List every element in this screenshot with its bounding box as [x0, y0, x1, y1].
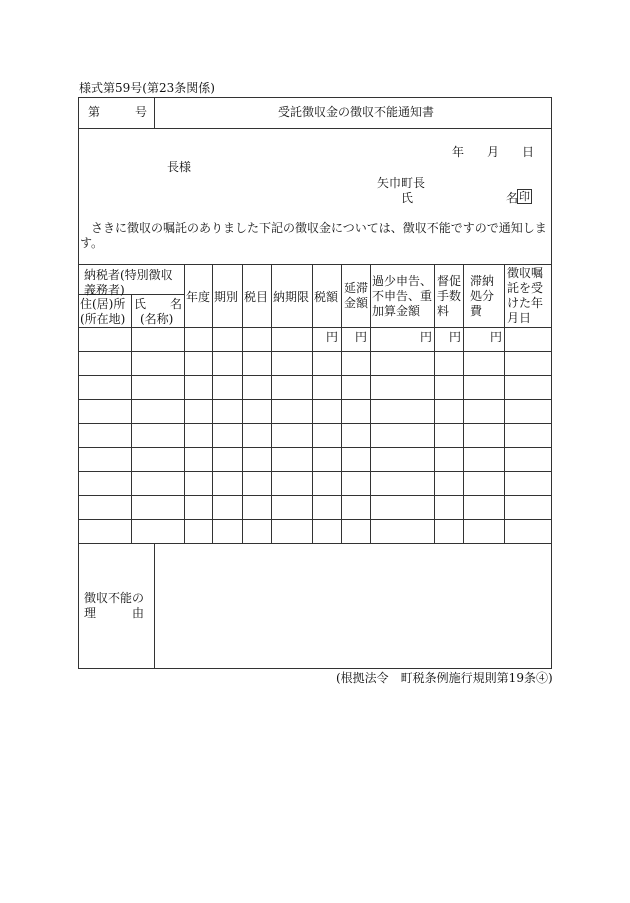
column-divider: [131, 294, 132, 543]
table-bottom-border: [78, 543, 552, 544]
column-divider: [312, 264, 313, 543]
legal-basis-note: (根拠法令 町税条例施行規則第19条④): [336, 671, 553, 685]
header-kasho-line: 不申告、重: [372, 289, 433, 303]
header-shokutaku-line: 月日: [507, 311, 532, 325]
divider: [78, 128, 552, 129]
header-name-line: 氏 名: [134, 297, 183, 311]
header-zeigaku: 税額: [314, 290, 339, 304]
header-taxpayer-line: 義務者): [84, 283, 125, 297]
divider: [154, 97, 155, 128]
header-shokutaku-line: 託を受: [507, 281, 544, 295]
sender-mei: 名: [506, 191, 519, 205]
column-divider: [504, 264, 505, 543]
yen-unit: 円: [449, 330, 462, 344]
header-shokutaku: [507, 266, 543, 326]
header-entai: [344, 281, 368, 311]
yen-unit: 円: [326, 330, 339, 344]
number-label-dai: 第: [88, 105, 101, 119]
header-entai-line: 延滞: [344, 281, 369, 295]
table-header-bottom: [78, 327, 552, 328]
header-address-line: (所在地): [80, 312, 126, 326]
header-address: [80, 297, 125, 327]
date-year: 年: [452, 145, 465, 159]
header-tokusoku-line: 督促: [437, 274, 462, 288]
table-row-line: [78, 351, 552, 352]
header-name-line: (名称): [140, 312, 174, 326]
column-divider: [341, 264, 342, 543]
header-entai-line: 金額: [344, 296, 369, 310]
header-nendo: 年度: [186, 290, 211, 304]
reason-label-line2: 理 由: [84, 606, 145, 620]
header-tainou: [470, 274, 494, 319]
header-tainou-line: 費: [470, 304, 483, 318]
column-divider: [212, 264, 213, 543]
table-top-border: [78, 264, 552, 265]
reason-label-line1: 徴収不能の: [84, 591, 145, 605]
date-month: 月: [487, 145, 500, 159]
table-row-line: [78, 423, 552, 424]
form-label: 様式第59号(第23条関係): [79, 81, 215, 95]
column-divider: [242, 264, 243, 543]
column-divider: [271, 264, 272, 543]
header-zeimoku: 税目: [244, 290, 269, 304]
table-row-line: [78, 447, 552, 448]
header-shokutaku-line: けた年: [507, 296, 544, 310]
sender-shi: 氏: [401, 191, 414, 205]
number-label-go: 号: [135, 105, 148, 119]
header-kibetsu: 期別: [214, 290, 239, 304]
header-tainou-line: 滞納: [470, 274, 495, 288]
table-row-line: [78, 519, 552, 520]
body-text-line1: さきに徴収の嘱託のありました下記の徴収金については、徴収不能ですので通知しま: [91, 221, 547, 235]
table-row-line: [78, 495, 552, 496]
form-frame: [78, 97, 552, 669]
header-taxpayer: [84, 268, 173, 298]
column-divider: [434, 264, 435, 543]
header-tokusoku-line: 料: [437, 304, 450, 318]
header-kasho-line: 過少申告、: [372, 274, 433, 288]
yen-unit: 円: [420, 330, 433, 344]
header-tokusoku: [437, 274, 461, 319]
column-divider: [463, 264, 464, 543]
document-title: 受託徴収金の徴収不能通知書: [278, 105, 435, 119]
table-row-line: [78, 375, 552, 376]
header-tokusoku-line: 手数: [437, 289, 462, 303]
header-taxpayer-line: 納税者(特別徴収: [84, 268, 173, 282]
header-shokutaku-line: 徴収嘱: [507, 266, 544, 280]
yen-unit: 円: [490, 330, 503, 344]
column-divider: [184, 264, 185, 543]
header-tainou-line: 処分: [470, 289, 495, 303]
header-kasho: [372, 274, 432, 319]
body-text-line2: す。: [80, 236, 104, 250]
header-nokigen: 納期限: [273, 290, 310, 304]
seal-mark: 印: [519, 190, 530, 203]
table-row-line: [78, 471, 552, 472]
sender-title: 矢巾町長: [377, 176, 426, 190]
table-row-line: [78, 399, 552, 400]
addressee: 長様: [167, 160, 192, 174]
yen-unit: 円: [355, 330, 368, 344]
date-day: 日: [522, 145, 535, 159]
header-name: [134, 297, 182, 327]
header-kasho-line: 加算金額: [372, 304, 421, 318]
header-address-line: 住(居)所: [80, 297, 126, 311]
column-divider: [370, 264, 371, 543]
divider: [154, 543, 155, 669]
